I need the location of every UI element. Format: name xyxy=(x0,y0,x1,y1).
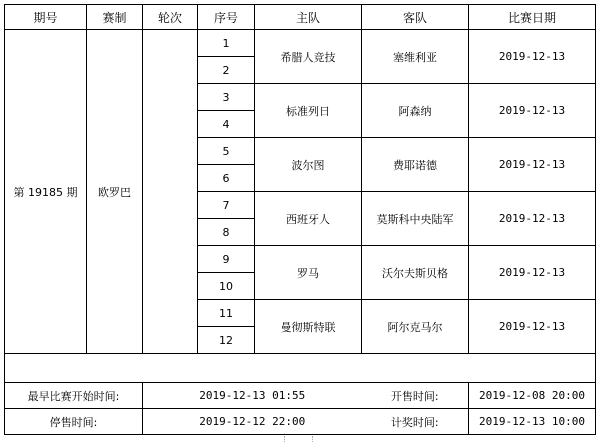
index-cell: 2 xyxy=(198,57,255,84)
index-cell: 6 xyxy=(198,165,255,192)
cell-guide xyxy=(312,436,313,442)
home-team: 曼彻斯特联 xyxy=(255,300,362,354)
blank-cell xyxy=(5,354,596,383)
away-team: 阿森纳 xyxy=(362,84,469,138)
header-index: 序号 xyxy=(198,5,255,30)
away-team: 阿尔克马尔 xyxy=(362,300,469,354)
home-team: 西班牙人 xyxy=(255,192,362,246)
header-round: 轮次 xyxy=(143,5,198,30)
home-team: 希腊人竞技 xyxy=(255,30,362,84)
cell-guide xyxy=(284,436,285,442)
earliest-start-label: 最早比赛开始时间: xyxy=(5,383,143,409)
issue-cell: 第 19185 期 xyxy=(5,30,87,354)
footer-row-stop xyxy=(5,409,596,435)
earliest-start-value: 2019-12-13 01:55 xyxy=(143,383,362,409)
index-cell: 12 xyxy=(198,327,255,354)
index-cell: 5 xyxy=(198,138,255,165)
home-team: 波尔图 xyxy=(255,138,362,192)
index-cell: 7 xyxy=(198,192,255,219)
sale-stop-label: 停售时间: xyxy=(5,409,143,435)
match-date: 2019-12-13 xyxy=(469,246,596,300)
header-row xyxy=(5,5,596,30)
header-issue: 期号 xyxy=(5,5,87,30)
match-date: 2019-12-13 xyxy=(469,300,596,354)
match-date: 2019-12-13 xyxy=(469,138,596,192)
match-date: 2019-12-13 xyxy=(469,30,596,84)
index-cell: 9 xyxy=(198,246,255,273)
header-date: 比赛日期 xyxy=(469,5,596,30)
blank-row xyxy=(5,354,596,383)
index-cell: 8 xyxy=(198,219,255,246)
footer-row-earliest xyxy=(5,383,596,409)
away-team: 莫斯科中央陆军 xyxy=(362,192,469,246)
match-date: 2019-12-13 xyxy=(469,192,596,246)
away-team: 沃尔夫斯贝格 xyxy=(362,246,469,300)
away-team: 塞维利亚 xyxy=(362,30,469,84)
match-date: 2019-12-13 xyxy=(469,84,596,138)
prize-time-label: 计奖时间: xyxy=(362,409,469,435)
sale-stop-value: 2019-12-12 22:00 xyxy=(143,409,362,435)
format-cell: 欧罗巴 xyxy=(87,30,143,354)
header-format: 赛制 xyxy=(87,5,143,30)
round-cell xyxy=(143,30,198,354)
away-team: 费耶诺德 xyxy=(362,138,469,192)
index-cell: 10 xyxy=(198,273,255,300)
sale-open-label: 开售时间: xyxy=(362,383,469,409)
home-team: 标准列日 xyxy=(255,84,362,138)
table-row xyxy=(5,30,596,57)
prize-time-value: 2019-12-13 10:00 xyxy=(469,409,596,435)
index-cell: 3 xyxy=(198,84,255,111)
sale-open-value: 2019-12-08 20:00 xyxy=(469,383,596,409)
header-away: 客队 xyxy=(362,5,469,30)
home-team: 罗马 xyxy=(255,246,362,300)
index-cell: 11 xyxy=(198,300,255,327)
index-cell: 4 xyxy=(198,111,255,138)
index-cell: 1 xyxy=(198,30,255,57)
header-home: 主队 xyxy=(255,5,362,30)
schedule-table xyxy=(4,4,596,435)
